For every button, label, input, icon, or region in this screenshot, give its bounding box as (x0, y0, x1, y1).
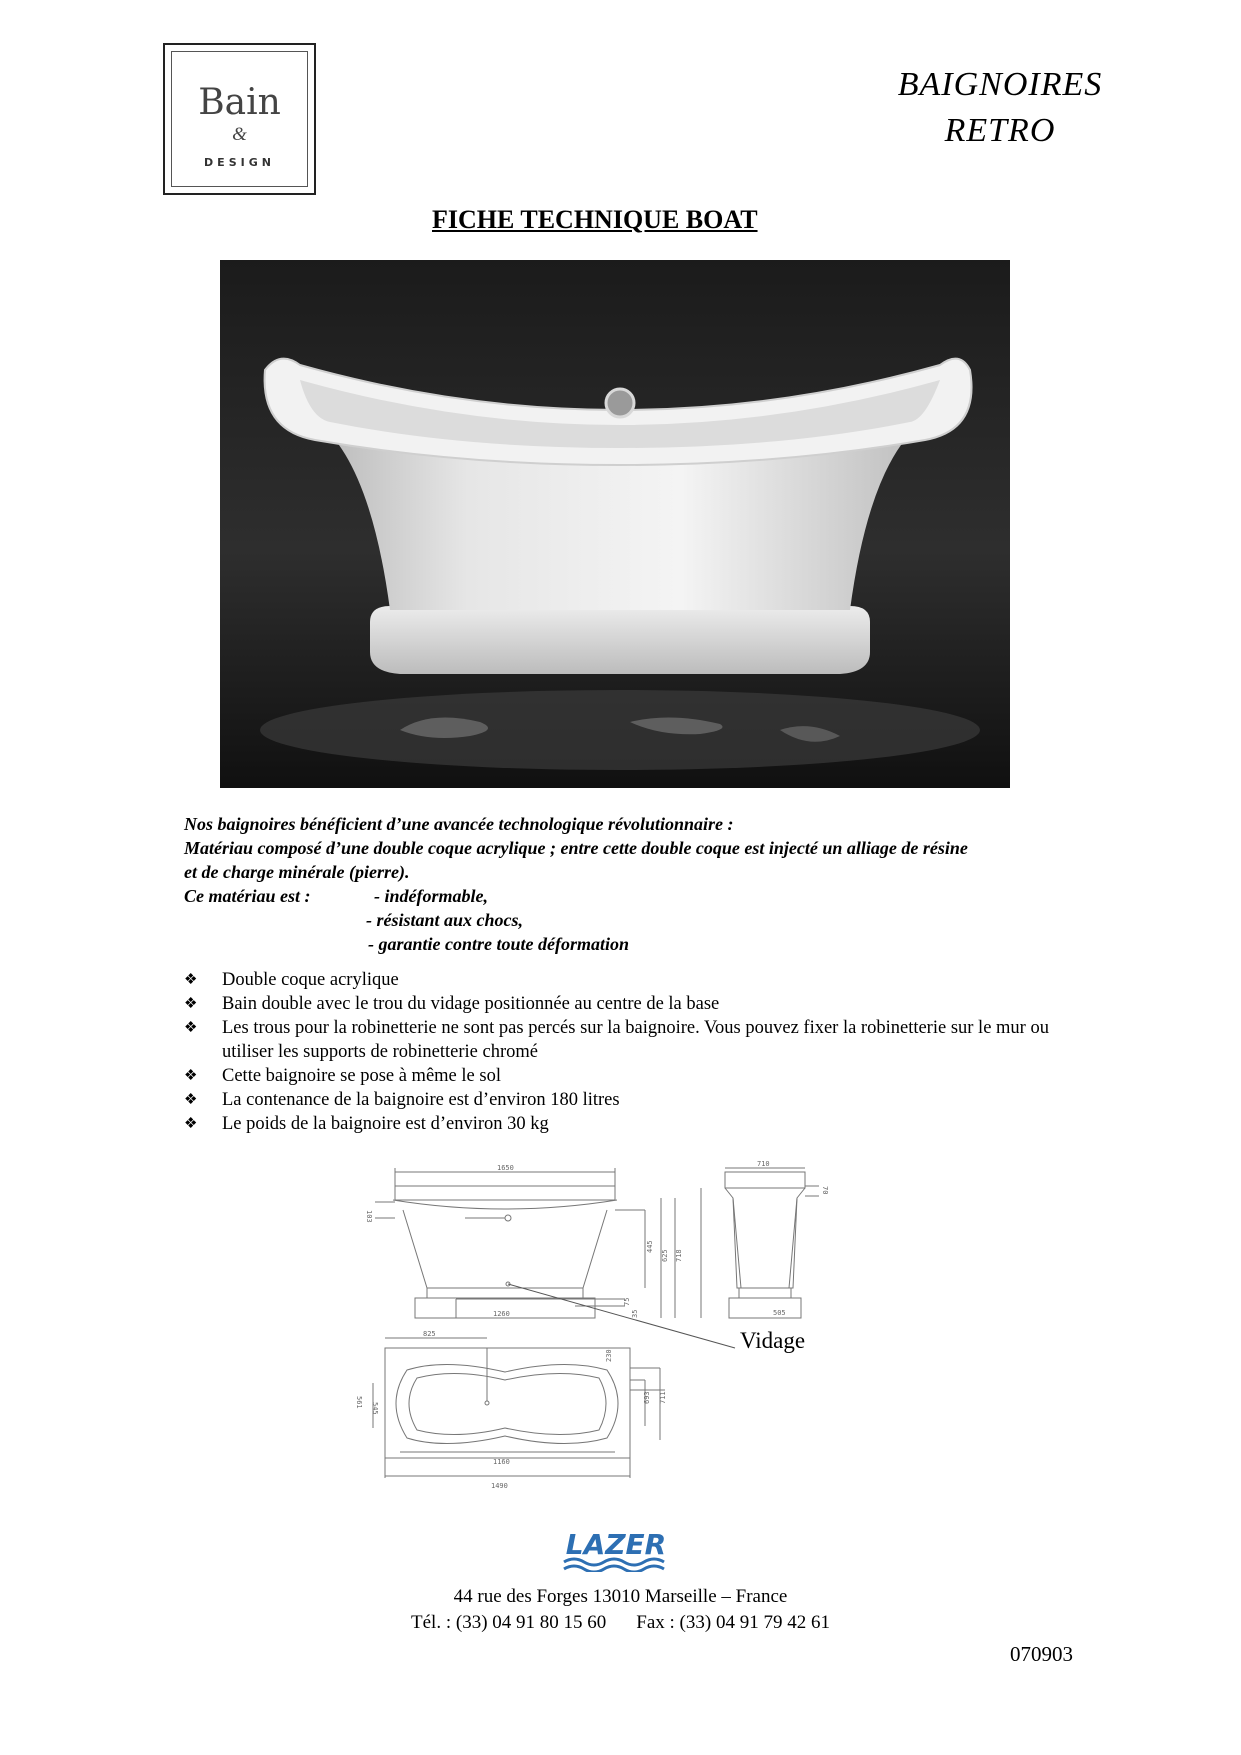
properties-lead: Ce matériau est : (184, 886, 311, 906)
brand-logo-frame (171, 51, 308, 187)
diamond-bullet-icon: ❖ (184, 1020, 198, 1036)
dim-base-offset: 35 (631, 1309, 639, 1318)
lazer-logo-text: LAZER (565, 1528, 667, 1561)
feature-text: La contenance de la baignoire est d’environ 180 litres (222, 1090, 620, 1110)
bathtub-photo (220, 260, 1010, 788)
dim-top-depth-a: 561 (355, 1396, 363, 1409)
dim-base-height: 75 (623, 1297, 631, 1306)
page-title: FICHE TECHNIQUE BOAT (432, 205, 758, 234)
dim-top-outer-length: 1490 (491, 1482, 508, 1490)
dim-inner-depth: 445 (646, 1240, 654, 1253)
diamond-bullet-icon: ❖ (184, 1068, 198, 1084)
wave-icon (564, 1566, 664, 1572)
diamond-bullet-icon: ❖ (184, 1092, 198, 1108)
dim-front-length: 1650 (497, 1164, 514, 1172)
list-item (184, 992, 1104, 1016)
dim-height-b: 718 (675, 1249, 683, 1262)
dim-drain-offset: 825 (423, 1330, 436, 1338)
manufacturer-phone: Tél. : (33) 04 91 80 15 60 (411, 1612, 607, 1633)
side-view (701, 1160, 829, 1318)
feature-text: Les trous pour la robinetterie ne sont pas percés sur la baignoire. Vous pouvez fixer la robinetterie sur le mur ou utiliser les supports de robinetterie chromé (222, 1018, 1049, 1062)
brand-logo-bain: Bain (198, 82, 281, 123)
intro-text (184, 812, 1104, 956)
dim-top-inner-length: 1160 (493, 1458, 510, 1466)
dim-side-width: 710 (757, 1160, 770, 1168)
drain-callout: Vidage (740, 1328, 806, 1353)
diamond-bullet-icon: ❖ (184, 1116, 198, 1132)
dim-front-base: 1260 (493, 1310, 510, 1318)
feature-text: Double coque acrylique (222, 970, 399, 990)
wave-icon (564, 1559, 664, 1565)
brand-logo-design: DESIGN (204, 156, 275, 169)
brand-logo (163, 43, 316, 195)
category-title-line2: RETRO (944, 112, 1056, 149)
category-title-line1: BAIGNOIRES (897, 66, 1103, 103)
list-item (184, 1088, 1104, 1112)
list-item (184, 968, 1104, 992)
intro-line3: et de charge minérale (pierre). (184, 862, 410, 882)
property-item: - indéformable, (374, 886, 488, 906)
manufacturer-fax: Fax : (33) 04 91 79 42 61 (636, 1612, 830, 1633)
manufacturer-address: 44 rue des Forges 13010 Marseille – France (453, 1586, 788, 1607)
property-row (184, 932, 1104, 956)
front-view (365, 1164, 683, 1318)
dim-top-right-c: 711 (659, 1391, 667, 1404)
dim-rim-height: 103 (365, 1210, 373, 1223)
intro-line1: Nos baignoires bénéficient d’une avancée technologique révolutionnaire : (184, 814, 734, 834)
dim-side-base: 505 (773, 1309, 786, 1317)
feature-text: Le poids de la baignoire est d’environ 30 kg (222, 1114, 549, 1134)
dim-side-rim: 70 (821, 1186, 829, 1195)
feature-list (184, 968, 1104, 1136)
property-row (184, 908, 1104, 932)
lazer-logo (556, 1526, 676, 1572)
dim-height-a: 625 (661, 1249, 669, 1262)
property-item: - résistant aux chocs, (366, 910, 524, 930)
brand-logo-ampersand: & (232, 124, 247, 145)
top-view (355, 1330, 667, 1490)
list-item (184, 1016, 1104, 1064)
property-row (184, 884, 1104, 908)
dim-top-depth-b: 545 (371, 1402, 379, 1415)
diamond-bullet-icon: ❖ (184, 972, 198, 988)
property-item: - garantie contre toute déformation (368, 934, 629, 954)
list-item (184, 1112, 1104, 1136)
category-title (850, 62, 1150, 154)
list-item (184, 1064, 1104, 1088)
dim-top-right-a: 230 (605, 1349, 613, 1362)
intro-line2: Matériau composé d’une double coque acrylique ; entre cette double coque est injecté un alliage de résine (184, 838, 968, 858)
document-reference: 070903 (1010, 1642, 1073, 1666)
manufacturer-contact (0, 1612, 1241, 1634)
feature-text: Cette baignoire se pose à même le sol (222, 1066, 501, 1086)
feature-text: Bain double avec le trou du vidage positionnée au centre de la base (222, 994, 720, 1014)
dim-top-right-b: 693 (643, 1391, 651, 1404)
diamond-bullet-icon: ❖ (184, 996, 198, 1012)
